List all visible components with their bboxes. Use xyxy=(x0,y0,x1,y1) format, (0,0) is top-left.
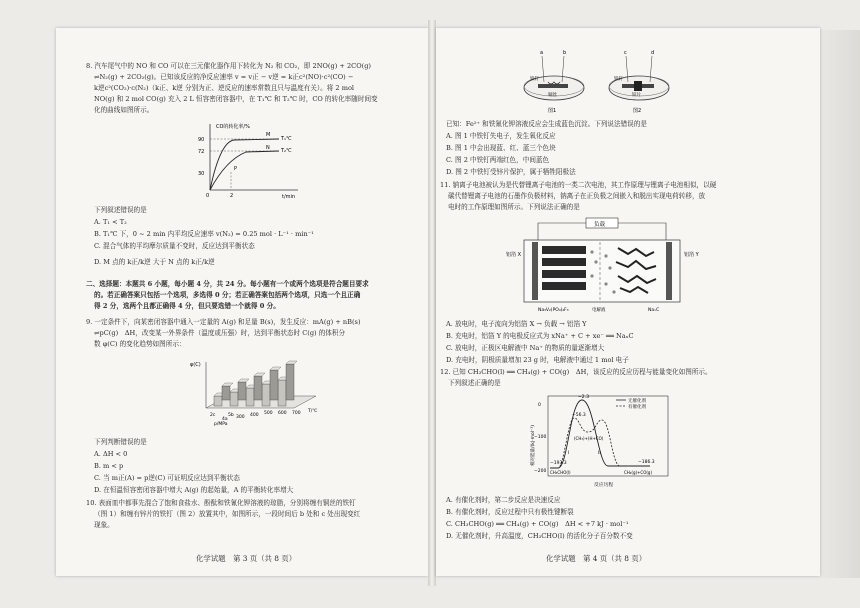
value-reactant: −193.3 xyxy=(550,461,567,466)
q10-option-c: C. 图 2 中铁钉两端红色，中间蓝色 xyxy=(446,156,550,164)
q9-ttick-600: 600 xyxy=(278,411,287,416)
q9-tlabel: T/℃ xyxy=(308,409,318,414)
section2-line-3: 得 2 分，选两个且都正确得 4 分，但只要选错一个就得 0 分。 xyxy=(94,302,280,310)
q12-option-a: A. 有催化剂时，第二步反应是决速反应 xyxy=(446,496,561,504)
cathode-layer-3 xyxy=(542,270,586,278)
label-b: b xyxy=(563,50,567,56)
bar xyxy=(222,386,230,400)
q9-line-3: 数 φ(C) 的变化趋势如图所示： xyxy=(94,340,186,348)
bar xyxy=(270,370,278,400)
fig-2-caption: 图2 xyxy=(633,108,642,114)
ytick-200: −200 xyxy=(534,469,547,474)
energy-profile-diagram xyxy=(524,392,674,490)
q11-option-c: C. 放电时，正极区电解液中 Na⁺ 的物质的量逐渐增大 xyxy=(446,344,605,352)
cathode-layer-1 xyxy=(542,246,586,254)
cathode-material: Na₃V₂(PO₄)₂F₃ xyxy=(538,308,569,313)
nail-1 xyxy=(538,84,568,88)
q10-note: 已知：Fe²⁺ 和铁氰化钾溶液反应会生成蓝色沉淀。下列说法错误的是 xyxy=(446,120,647,128)
q8-line-1: 8. 汽车尾气中的 NO 和 CO 可以在三元催化器作用下转化为 N₂ 和 CO₂，即 2NO(g) + 2CO(g) xyxy=(86,62,372,70)
reactant-species: CH₃CHO(l) xyxy=(550,470,571,475)
q8-line-3: k逆c²(CO₂)·c(N₂)（k正、k逆 分别为正、逆反应的速率常数且只与温度有关）。将 2 mol xyxy=(94,84,355,92)
exam-page-3 xyxy=(56,28,428,576)
bar xyxy=(214,396,222,406)
foil-x xyxy=(532,242,538,300)
q10-line-3: 现象。 xyxy=(94,521,114,529)
q8-ylabel: CO的转化率/% xyxy=(216,124,250,130)
bar-top xyxy=(270,367,281,370)
q8-curve-label-t1: T₁℃ xyxy=(281,136,292,142)
q8-point-m: M xyxy=(266,132,271,138)
page-footer-3: 化学试题 第 3 页（共 8 页） xyxy=(196,554,297,563)
sodium-battery-diagram xyxy=(488,216,716,316)
q8-xtick-2: 2 xyxy=(230,193,234,199)
bar-top xyxy=(238,379,249,382)
bar-group xyxy=(214,361,297,406)
bar xyxy=(262,384,270,406)
q9-line-2: ⇌pC(g) ΔH，改变某一外界条件（温度或压强）时，达到平衡状态时 C(g) 的体积分 xyxy=(94,329,346,337)
label-nail-2: 铁钉 xyxy=(614,77,623,82)
q10-line-2: （图 1）和缠有锌片的铁钉（图 2）放置其中，如图所示，一段时间后 b 处和 c 处出现变红 xyxy=(94,510,361,518)
q8-option-b: B. T₁℃ 下，0 ~ 2 min 内平均反应速率 v(N₂) = 0.25 mol · L⁻¹ · min⁻¹ xyxy=(94,230,314,238)
curve-t2 xyxy=(210,151,279,190)
q10-option-b: B. 图 1 中会出现蓝、红、蓝三个色块 xyxy=(446,144,556,152)
foil-y xyxy=(666,242,672,300)
section2-line-1: 二、选择题：本题共 6 小题，每小题 4 分，共 24 分。每小题有一个或两个选项是符合题目要求 xyxy=(86,280,369,288)
bar xyxy=(246,388,254,406)
page-footer-4: 化学试题 第 4 页（共 8 页） xyxy=(546,554,647,563)
bar-top xyxy=(254,373,265,376)
q8-option-c: C. 混合气体的平均摩尔质量不变时，反应达到平衡状态 xyxy=(94,242,255,250)
q11-line-3: 电时的工作原理如图所示。下列说法正确的是 xyxy=(448,203,580,211)
bar-top xyxy=(286,361,297,364)
bar xyxy=(254,376,262,400)
q12-option-d: D. 无催化剂时，升高温度，CH₃CHO(l) 的活化分子百分数不变 xyxy=(446,532,633,540)
q9-ttick-700: 700 xyxy=(292,411,301,416)
product-species: CH₄(g)+CO(g) xyxy=(624,470,653,475)
q12-option-c: C. CH₃CHO(g) ══ CH₄(g) + CO(g) ΔH < +7 kJ · mol⁻¹ xyxy=(446,520,629,528)
q9-3d-bar-graph xyxy=(184,356,334,426)
q9-ttick-500: 500 xyxy=(264,411,273,416)
exam-page-4 xyxy=(436,28,820,576)
electrolyte-label: 电解液 xyxy=(592,308,606,313)
anode-material: NaₓC xyxy=(648,308,660,313)
q12-line-2: 下列叙述正确的是 xyxy=(448,379,501,387)
q9-option-d: D. 在恒温恒容密闭容器中增大 A(g) 的起始量，A 的平衡转化率增大 xyxy=(94,486,294,494)
book-edge xyxy=(820,30,860,578)
q9-option-a: A. ΔH < 0 xyxy=(94,450,128,458)
label-zinc: 锌片 xyxy=(632,93,641,98)
energy-ylabel: 相对能量/(kJ·mol⁻¹) xyxy=(531,425,536,466)
legend-no-catalyst: 无催化剂 xyxy=(628,399,646,404)
petri-dish-figures xyxy=(514,46,684,116)
bar-top xyxy=(222,383,233,386)
ytick-100: −100 xyxy=(534,435,547,440)
section2-line-2: 的。若正确答案只包括一个选项，多选得 0 分；若正确答案包括两个选项，只选一个且正确 xyxy=(94,291,361,299)
q8-stem: 下列叙述错误的是 xyxy=(94,206,147,214)
cathode-layer-4 xyxy=(542,282,586,290)
value-product: −186.3 xyxy=(638,460,655,465)
q9-xlabel: p/MPa xyxy=(214,422,228,426)
q12-option-b: B. 有催化剂时，反应过程中只有极性键断裂 xyxy=(446,508,574,516)
q9-ttick-400: 400 xyxy=(250,413,259,418)
zinc-sheet xyxy=(634,81,642,91)
label-c: c xyxy=(624,50,627,56)
q8-point-p: P xyxy=(234,166,238,172)
bar xyxy=(238,382,246,400)
bar xyxy=(286,364,294,400)
foil-y-label: 铝箔 Y xyxy=(684,252,699,258)
foil-x-label: 铝箔 X xyxy=(506,252,522,258)
q11-line-1: 11. 钠离子电池被认为是代替锂离子电池的一类二次电池，其工作原理与锂离子电池相似，以硬 xyxy=(440,181,717,189)
energy-xlabel: 反应历程 xyxy=(594,483,614,488)
q10-option-d: D. 图 2 中铁钉受锌片保护，属于牺牲阳极法 xyxy=(446,168,576,176)
q9-line-1: 9. 一定条件下，向某密闭容器中通入一定量的 A(g) 和足量 B(s)，发生反应：mA(g) + nB(s) xyxy=(86,318,361,326)
q8-option-a: A. T₁ < T₂ xyxy=(94,218,127,226)
uncatalyzed-path xyxy=(550,400,650,468)
q8-ytick-72: 72 xyxy=(198,149,205,155)
legend-catalyst: 有催化剂 xyxy=(628,405,646,410)
label-copper: 铜丝 xyxy=(548,93,557,98)
label-nail-1: 铁钉 xyxy=(530,77,539,82)
q8-ytick-90: 90 xyxy=(198,137,205,143)
q9-ptick-2: 4a xyxy=(222,417,228,422)
q9-stem: 下列判断错误的是 xyxy=(94,438,147,446)
q9-ptick-1: 2c xyxy=(210,413,216,418)
q11-option-a: A. 放电时，电子流向为铝箔 X → 负载 → 铝箔 Y xyxy=(446,320,587,328)
q8-line-2: ⇌N₂(g) + 2CO₂(g)。已知该反应的净反应速率 v = v正 − v逆 = k正c²(NO)·c²(CO) − xyxy=(94,73,354,81)
q10-option-a: A. 图 1 中铁钉失电子，发生氧化反应 xyxy=(446,132,556,140)
fig-1-caption: 图1 xyxy=(548,108,557,114)
q10-line-1: 10. 表面皿中都事先混合了饱和食盐水、酚酞和铁氰化钾溶液的琼脂，分别将缠有铜丝的铁钉 xyxy=(86,499,356,507)
step-ii: II xyxy=(598,451,601,456)
value-cat-peak: −56.3 xyxy=(572,413,586,418)
bar xyxy=(278,380,286,406)
value-peak: −2.3 xyxy=(578,395,589,400)
ytick-0: 0 xyxy=(538,403,541,408)
book-spine xyxy=(428,20,436,586)
step-i: I xyxy=(568,451,570,456)
cathode-layer-2 xyxy=(542,258,586,266)
q8-xtick-0: 0 xyxy=(206,193,210,199)
q8-point-n: N xyxy=(266,145,270,151)
q11-option-d: D. 充电时，阴极质量增加 23 g 时，电解液中通过 1 mol 电子 xyxy=(446,356,629,364)
bar xyxy=(230,392,238,406)
q8-xlabel: t/min xyxy=(282,194,296,200)
q11-option-b: B. 充电时，铝箔 Y 的电极反应式为 xNa⁺ + C + xe⁻ ══ NaₓC xyxy=(446,332,634,340)
q8-ytick-30: 30 xyxy=(198,171,205,177)
q8-option-d: D. M 点的 k正/k逆 大于 N 点的 k正/k逆 xyxy=(94,258,215,266)
q9-ttick-300: 300 xyxy=(236,415,245,420)
label-a: a xyxy=(540,50,544,56)
q9-ptick-3: 5b xyxy=(228,413,234,418)
q11-line-2: 碳代替锂离子电池的石墨作负极材料，钠离子在正负极之间嵌入和脱出实现电荷转移，放 xyxy=(448,192,706,200)
q9-option-b: B. m < p xyxy=(94,462,124,470)
label-d: d xyxy=(651,50,655,56)
q9-option-c: C. 当 m正(A) = p逆(C) 可证明反应达到平衡状态 xyxy=(94,474,240,482)
q8-curve-label-t2: T₂℃ xyxy=(281,148,292,154)
q8-conversion-graph xyxy=(194,120,304,200)
q8-line-4: NO(g) 和 2 mol CO(g) 充入 2 L 恒容密闭容器中，在 T₁℃ 和 T₂℃ 时，CO 的转化率随时间变 xyxy=(94,95,378,103)
q8-line-5: 化的曲线如图所示。 xyxy=(94,106,154,114)
load-label: 负载 xyxy=(594,222,606,228)
q12-line-1: 12. 已知 CH₃CHO(l) ══ CH₄(g) + CO(g) ΔH，该反应的反应历程与能量变化如图所示。 xyxy=(440,368,712,376)
q9-ylabel: φ(C) xyxy=(190,362,201,368)
intermediate-species: (CH₃)+(H+CO) xyxy=(574,436,604,441)
